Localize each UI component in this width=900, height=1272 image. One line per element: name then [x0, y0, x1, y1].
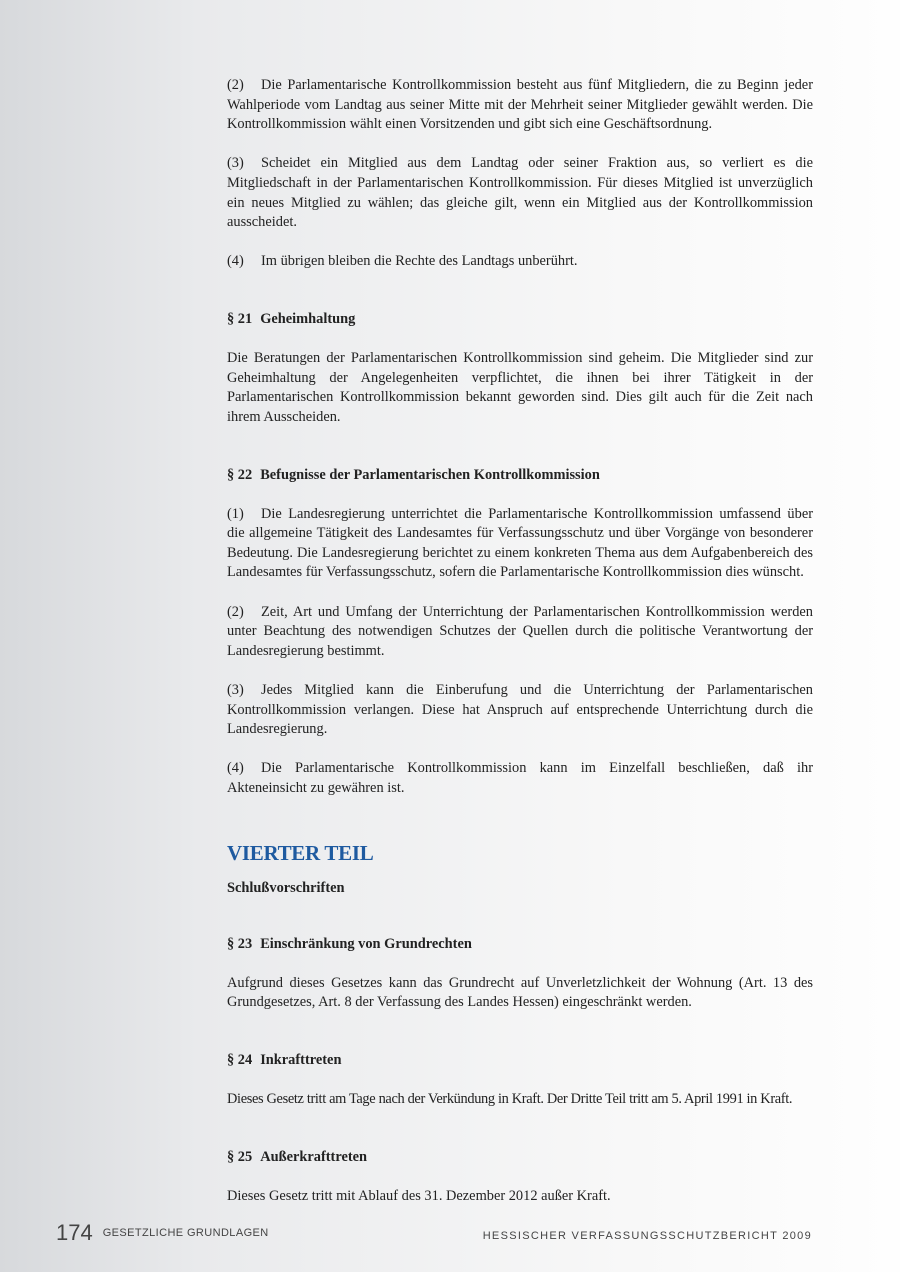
section24-paragraph: Dieses Gesetz tritt am Tage nach der Verkündung in Kraft. Der Dritte Teil tritt am 5. April 1991 in Kraft.	[227, 1091, 793, 1108]
section20-paragraph-4	[227, 252, 813, 272]
paragraph-number: (2)	[227, 603, 244, 620]
paragraph-text: Die Parlamentarische Kontrollkommission kann im Einzelfall beschließen, daß ihr Akteneinsicht zu gewähren ist.	[227, 760, 813, 796]
part-subtitle: Schlußvorschriften	[227, 879, 345, 896]
section-number: § 23	[227, 935, 253, 952]
paragraph-number: (1)	[227, 505, 244, 522]
paragraph-text: Im übrigen bleiben die Rechte des Landtags unberührt.	[261, 253, 578, 270]
section21-paragraph: Die Beratungen der Parlamentarischen Kontrollkommission sind geheim. Die Mitglieder sind zur Geheimhaltung der Angelegenheiten verpflichtet, die ihnen bei ihrer Tätigkeit in der Parlamentarischen Kontrollkommission bekannt geworden sind. Dies gilt auch für die Zeit nach ihrem Ausscheiden.	[227, 350, 813, 425]
section-number: § 25	[227, 1148, 253, 1165]
section-title: Inkrafttreten	[260, 1051, 342, 1068]
paragraph-number: (4)	[227, 253, 244, 270]
section22-paragraph-4	[227, 759, 813, 798]
section-title: Einschränkung von Grundrechten	[260, 935, 472, 952]
section20-paragraph-2	[227, 76, 813, 135]
section22-heading	[227, 466, 813, 486]
paragraph-text: Scheidet ein Mitglied aus dem Landtag oder seiner Fraktion aus, so verliert es die Mitgliedschaft in der Parlamentarischen Kontrollkommission. Für dieses Mitglied ist unverzüglich ein neues Mitglied zu wählen; das gleiche gilt, wenn ein Mitglied aus der Kontrollkommission ausscheidet.	[227, 155, 813, 231]
section20-paragraph-3	[227, 154, 813, 232]
paragraph-number: (3)	[227, 155, 244, 172]
section-number: § 21	[227, 310, 253, 327]
footer-section-label: GESETZLICHE GRUNDLAGEN	[102, 1227, 269, 1239]
paragraph-number: (3)	[227, 682, 244, 699]
section22-paragraph-1	[227, 505, 813, 583]
paragraph-text: Die Parlamentarische Kontrollkommission besteht aus fünf Mitgliedern, die zu Beginn jeder Wahlperiode vom Landtag aus seiner Mitte mit der Mehrheit seiner Mitglieder gewählt werden. Die Kontrollkommission wählt einen Vorsitzenden und gibt sich eine Geschäftsordnung.	[227, 77, 813, 133]
footer-report-title: HESSISCHER VERFASSUNGSSCHUTZBERICHT 2009	[482, 1230, 812, 1242]
section24-heading	[227, 1051, 813, 1071]
section23-paragraph: Aufgrund dieses Gesetzes kann das Grundrecht auf Unverletzlichkeit der Wohnung (Art. 13 des Grundgesetzes, Art. 8 der Verfassung des Landes Hessen) eingeschränkt werden.	[227, 974, 813, 1011]
section-number: § 22	[227, 466, 253, 483]
page-number: 174	[56, 1220, 93, 1245]
paragraph-text: Zeit, Art und Umfang der Unterrichtung der Parlamentarischen Kontrollkommission werden unter Beachtung des notwendigen Schutzes der Quellen durch die politische Verantwortung der Landesregierung bestimmt.	[227, 603, 813, 659]
section22-paragraph-3	[227, 681, 813, 740]
section-number: § 24	[227, 1051, 253, 1068]
paragraph-number: (4)	[227, 760, 244, 777]
section22-paragraph-2	[227, 603, 813, 662]
part-title: VIERTER TEIL	[227, 840, 374, 865]
paragraph-number: (2)	[227, 77, 244, 93]
document-body	[227, 76, 813, 1226]
paragraph-text: Jedes Mitglied kann die Einberufung und die Unterrichtung der Parlamentarischen Kontrollkommission verlangen. Diese hat Anspruch auf entsprechende Unterrichtung durch die Landesregierung.	[227, 682, 813, 738]
section-title: Geheimhaltung	[260, 310, 356, 327]
section23-heading	[227, 935, 813, 955]
section25-heading	[227, 1148, 813, 1168]
section-title: Befugnisse der Parlamentarischen Kontrollkommission	[260, 466, 600, 483]
footer-left	[56, 1220, 269, 1246]
section21-heading	[227, 310, 813, 330]
section25-paragraph: Dieses Gesetz tritt mit Ablauf des 31. Dezember 2012 außer Kraft.	[227, 1187, 611, 1204]
section-title: Außerkrafttreten	[260, 1148, 368, 1165]
paragraph-text: Die Landesregierung unterrichtet die Parlamentarische Kontrollkommission umfassend über die allgemeine Tätigkeit des Landesamtes für Verfassungsschutz und über Vorgänge von besonderer Bedeutung. Die Landesregierung berichtet zu einem konkreten Thema aus dem Aufgabenbereich des Landesamtes für Verfassungsschutz, sofern die Parlamentarische Kontrollkommission dies wünscht.	[227, 505, 813, 581]
